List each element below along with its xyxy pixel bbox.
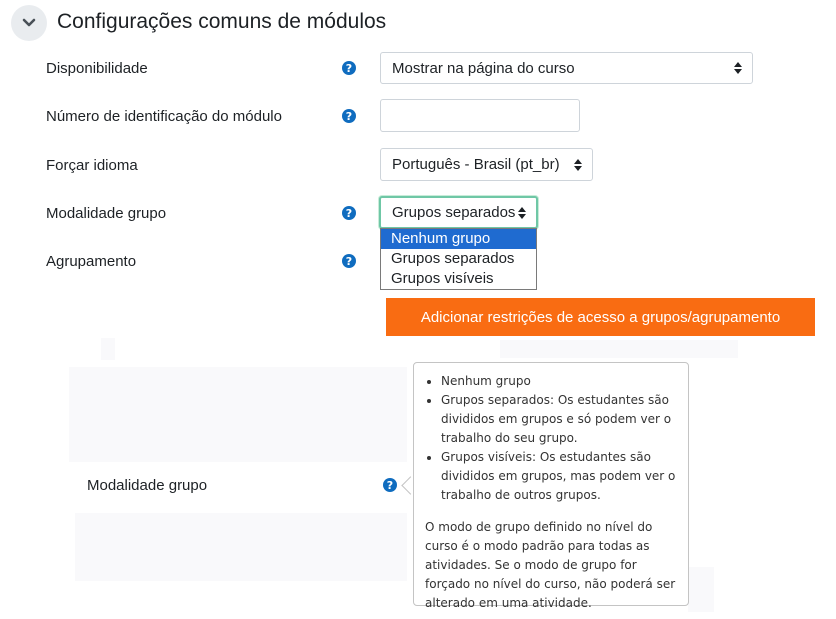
help-icon[interactable]: ? xyxy=(342,206,356,220)
popover-item: • Nenhum grupo xyxy=(441,372,678,391)
groupmode-select[interactable] xyxy=(379,196,538,229)
dropdown-option[interactable]: Grupos separados xyxy=(391,250,515,267)
popover-list xyxy=(414,363,688,505)
add-group-restriction-button[interactable]: Adicionar restrições de acesso a grupos/agrupamento xyxy=(386,298,815,336)
dropdown-option[interactable]: Grupos visíveis xyxy=(391,270,494,287)
chevron-down-icon xyxy=(22,18,36,28)
groupmode-label: Modalidade grupo xyxy=(46,205,167,222)
dropdown-option[interactable]: Nenhum grupo xyxy=(381,229,536,249)
availability-value: Mostrar na página do curso xyxy=(392,59,575,77)
groupmode-value: Grupos separados xyxy=(392,204,516,221)
help-icon[interactable]: ? xyxy=(383,478,397,492)
help-icon[interactable]: ? xyxy=(342,61,356,75)
language-select[interactable] xyxy=(380,148,593,181)
help-popover xyxy=(413,362,689,610)
idnumber-label: Número de identificação do módulo xyxy=(46,108,282,125)
ghost-block xyxy=(101,338,115,360)
help-icon[interactable]: ? xyxy=(342,254,356,268)
section-title[interactable]: Configurações comuns de módulos xyxy=(57,10,387,33)
sort-arrows-icon xyxy=(574,159,582,171)
sort-arrows-icon xyxy=(518,207,526,219)
ghost-block xyxy=(75,513,407,581)
groupmode-dropdown xyxy=(380,228,537,290)
sort-arrows-icon xyxy=(734,62,742,74)
availability-label: Disponibilidade xyxy=(46,60,148,77)
language-label: Forçar idioma xyxy=(46,157,138,174)
grouping-label: Agrupamento xyxy=(46,253,137,270)
ghost-block xyxy=(69,367,407,462)
popover-item: • Grupos separados: Os estudantes são divididos em grupos e só podem ver o trabalho do seu grupo. xyxy=(441,391,678,448)
idnumber-input[interactable] xyxy=(380,99,580,132)
ghost-groupmode-label: Modalidade grupo xyxy=(87,477,208,494)
popover-item: • Grupos visíveis: Os estudantes são divididos em grupos, mas podem ver o trabalho de outros grupos. xyxy=(441,448,678,505)
popover-note: O modo de grupo definido no nível do curso é o modo padrão para todas as atividades. Se o modo de grupo for forçado no nível do curso, não poderá ser alterado em uma atividade. xyxy=(425,520,676,610)
help-icon[interactable]: ? xyxy=(342,109,356,123)
ghost-block xyxy=(500,340,738,358)
collapse-toggle[interactable] xyxy=(11,5,47,41)
language-value: Português - Brasil (pt_br) xyxy=(392,156,560,173)
availability-select[interactable] xyxy=(380,52,753,84)
ghost-block xyxy=(688,567,714,612)
